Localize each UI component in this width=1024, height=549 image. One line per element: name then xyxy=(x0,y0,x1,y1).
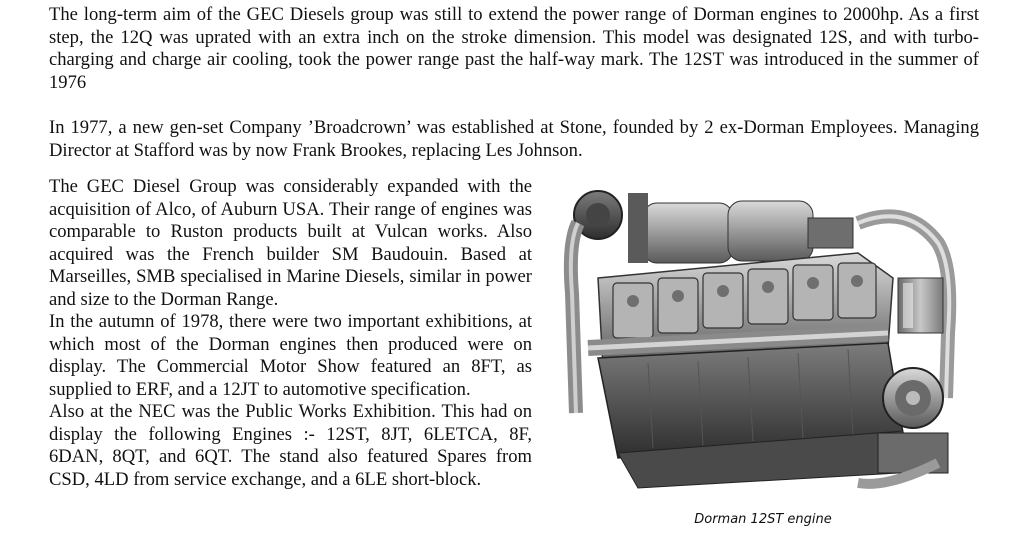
photo-caption: Dorman 12ST engine xyxy=(694,512,832,527)
engine-photo xyxy=(558,183,968,501)
left-column-text xyxy=(49,176,532,491)
paragraph-broadcrown: In 1977, a new gen-set Company ’Broadcrown’ was established at Stone, founded by 2 ex-Dorman Employees. Managing Director at Stafford was by now Frank Brookes, replacing Les Johnson. xyxy=(49,117,979,161)
paragraph-nec-exhibition: Also at the NEC was the Public Works Exhibition. This had on display the following Engines :- 12ST, 8JT, 6LETCA, 8F, 6DAN, 8QT, and 6QT. The stand also featured Spares from CSD, 4LD from service exchange, and a 6LE short-block. xyxy=(49,401,532,490)
paragraph-power-range: The long-term aim of the GEC Diesels group was still to extend the power range of Dorman engines to 2000hp. As a first step, the 12Q was uprated with an extra inch on the stroke dimension. This model was designated 12S, and with turbo-charging and charge air cooling, took the power range past the half-way mark. The 12ST was introduced in the summer of 1976 xyxy=(49,4,979,93)
paragraph-exhibitions: In the autumn of 1978, there were two important exhibitions, at which most of the Dorman engines then produced were on display. The Commercial Motor Show featured an 8FT, as supplied to ERF, and a 12JT to automotive specification. xyxy=(49,311,532,400)
engine-photo-frame xyxy=(558,183,968,501)
paragraph-gec-expansion: The GEC Diesel Group was considerably expanded with the acquisition of Alco, of Auburn USA. Their range of engines was comparable to Ruston products built at Vulcan works. Also acquired was the French builder SM Baudouin. Based at Marseilles, SMB specialised in Marine Diesels, similar in power and size to the Dorman Range. xyxy=(49,176,532,310)
